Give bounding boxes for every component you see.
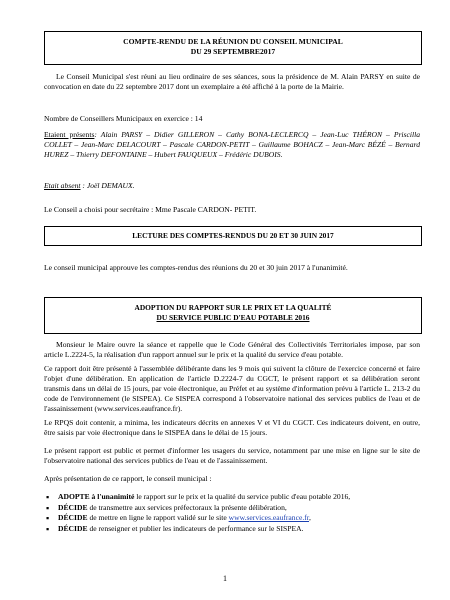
decision-text: le rapport sur le prix et la qualité du service public d'eau potable 2016, [134,492,351,501]
decision-item [44,513,420,524]
decision-text: de mettre en ligne le rapport validé sur le site [87,513,229,522]
water-intro-paragraph: Monsieur le Maire ouvre la séance et rappelle que le Code Général des Collectivités Territoriales impose, par son article L.2224-5, la réalisation d'un rapport annuel sur le prix et la qualité du service d'eau potable. [44,340,420,359]
section-water-report-title [44,297,422,334]
eaufrance-link[interactable]: www.services.eaufrance.fr [228,513,309,522]
meeting-title-box [44,31,422,65]
decision-list [44,492,420,534]
decision-text-end: , [309,513,311,522]
meeting-title-line1: COMPTE-RENDU DE LA RÉUNION DU CONSEIL MUNICIPAL [123,37,343,46]
minutes-approval: Le conseil municipal approuve les comptes-rendus des réunions du 20 et 30 juin 2017 à l'unanimité. [44,263,348,272]
present-names: : Alain PARSY – Didier GILLERON – Cathy BONA-LECLERCQ – Jean-Luc THÉRON – Priscilla COLLET – Jean-Marc DELACOURT – Pascale CARDON-PETIT – Guillaume BOHACZ – Jean-Marc BÉZÉ – Bernard HUREZ – Thierry DEFONTAINE – Hubert FAUQUEUX – Frédéric DUBOIS. [44,130,420,159]
decision-lead: DÉCIDE [58,513,88,522]
absent-line [44,181,420,191]
public-report-paragraph: Le présent rapport est public et permet d'informer les usagers du service, notamment par une mise en ligne sur le site de l'observatoire national des services publics de l'eau et de l'assainissement. [44,446,420,465]
decision-lead: ADOPTE à l'unanimité [58,492,135,501]
council-decision-intro: Après présentation de ce rapport, le conseil municipal : [44,474,212,483]
water-deadline-paragraph: Ce rapport doit être présenté à l'assemblée délibérante dans les 9 mois qui suivent la clôture de l'exercice concerné et faire l'objet d'une délibération. En application de l'article D.2224-7 du CGCT, le présent rapport et sa délibération seront transmis dans un délai de 15 jours, par voie électronique, au Préfet et au système d'information prévu à l'article L. 213-2 du code de l'environnement (le SISPEA). Ce SISPEA correspond à l'observatoire national des services publics de l'eau et de l'assainissement (www.services.eaufrance.fr). [44,364,420,413]
secretary-line: Le Conseil a choisi pour secrétaire : Mme Pascale CARDON- PETIT. [44,205,257,214]
decision-item [44,503,420,514]
decision-lead: DÉCIDE [58,523,88,533]
section-minutes-title [44,226,422,246]
absent-label: Etait absent [44,181,81,190]
present-label: Etaient présents [44,130,95,139]
absent-name: : Joël DEMAUX. [80,181,135,190]
meeting-title-line2: DU 29 SEPTEMBRE2017 [190,47,276,56]
intro-paragraph: Le Conseil Municipal s'est réuni au lieu ordinaire de ses séances, sous la présidence de M. Alain PARSY en suite de convocation en date du 22 septembre 2017 dont un exemplaire a été affiché à la porte de la Mairie. [44,72,420,91]
decision-text: de transmettre aux services préfectoraux la présente délibération, [87,502,287,512]
page-number: 1 [223,574,227,583]
decision-item [44,492,420,503]
section-minutes-title-text: LECTURE DES COMPTES-RENDUS DU 20 ET 30 JUIN 2017 [132,231,334,240]
present-list [44,130,420,160]
decision-lead: DÉCIDE [58,502,88,512]
water-title-line2: DU SERVICE PUBLIC D'EAU POTABLE 2016 [156,313,310,322]
decision-item [44,524,420,535]
decision-text: de renseigner et publier les indicateurs de performance sur le SISPEA. [87,523,304,533]
rpqs-paragraph: Le RPQS doit contenir, a minima, les indicateurs décrits en annexes V et VI du CGCT. Ces indicateurs doivent, en outre, être saisis par voie électronique dans le SISPEA dans le délai de 15 jours. [44,418,420,437]
councillor-count: Nombre de Conseillers Municipaux en exercice : 14 [44,114,203,123]
water-title-line1: ADOPTION DU RAPPORT SUR LE PRIX ET LA QUALITÉ [134,303,332,312]
